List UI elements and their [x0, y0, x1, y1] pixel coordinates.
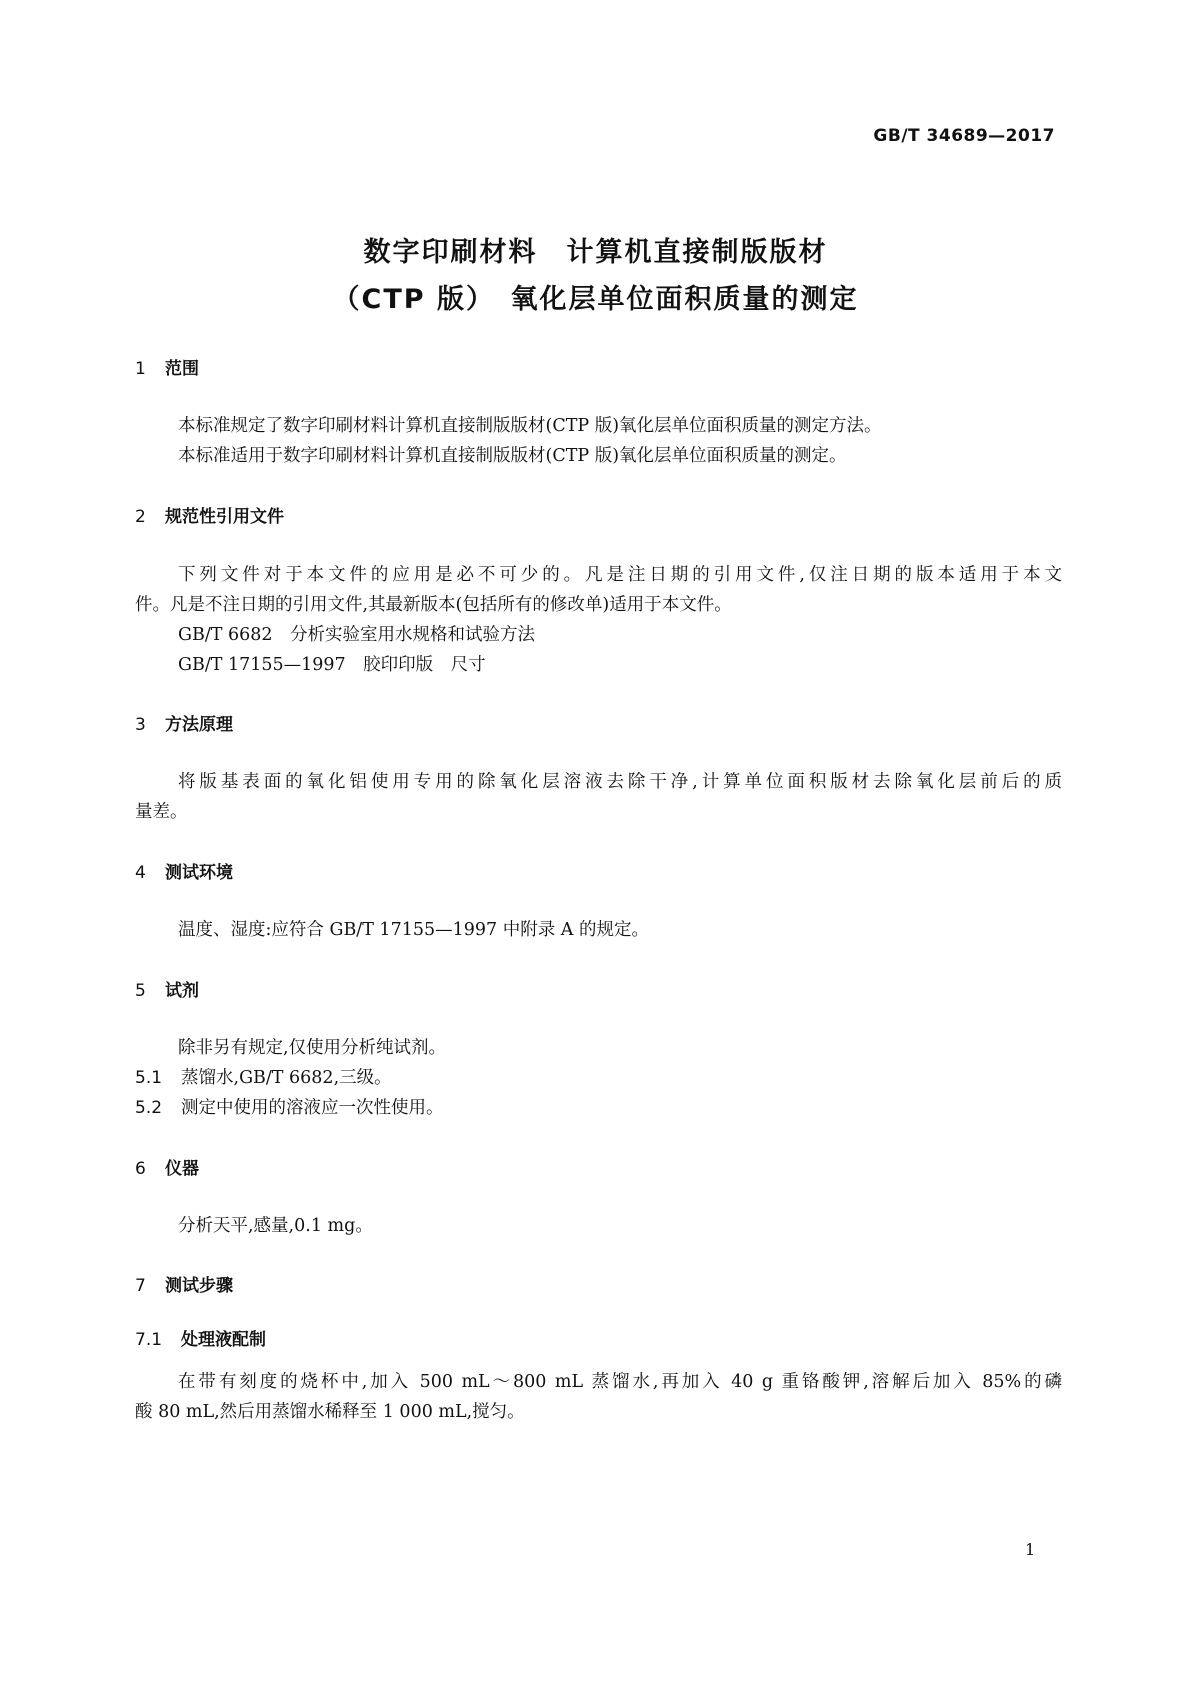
- paragraph: 除非另有规定,仅使用分析纯试剂。: [178, 1038, 447, 1058]
- standard-code: GB/T 34689—2017: [873, 126, 1055, 146]
- section-number: 7: [135, 1276, 146, 1296]
- section-number: 2: [135, 507, 146, 527]
- paragraph: 本标准规定了数字印刷材料计算机直接制版版材(CTP 版)氧化层单位面积质量的测定方法。: [178, 416, 882, 436]
- item-text: 蒸馏水,GB/T 6682,三级。: [181, 1068, 392, 1088]
- section-number: 4: [135, 863, 146, 883]
- numbered-item: [135, 1064, 392, 1089]
- title-line-1: 数字印刷材料 计算机直接制版版材: [363, 237, 828, 268]
- section-1-heading: [135, 354, 199, 379]
- subsection-title: 处理液配制: [181, 1330, 266, 1350]
- paragraph: 温度、湿度:应符合 GB/T 17155—1997 中附录 A 的规定。: [178, 920, 649, 940]
- paragraph: 将版基表面的氧化铝使用专用的除氧化层溶液去除干净,计算单位面积版材去除氧化层前后的质: [178, 772, 1062, 792]
- section-number: 1: [135, 359, 146, 379]
- section-title: 试剂: [165, 981, 199, 1001]
- paragraph: 量差。: [135, 802, 188, 822]
- page-number: 1: [1025, 1540, 1036, 1559]
- paragraph: 下列文件对于本文件的应用是必不可少的。凡是注日期的引用文件,仅注日期的版本适用于本文: [178, 565, 1062, 585]
- section-title: 方法原理: [165, 715, 233, 735]
- paragraph: 本标准适用于数字印刷材料计算机直接制版版材(CTP 版)氧化层单位面积质量的测定。: [178, 446, 847, 466]
- reference-item: GB/T 17155—1997 胶印印版 尺寸: [178, 655, 486, 675]
- section-6-heading: [135, 1154, 199, 1179]
- paragraph: 件。凡是不注日期的引用文件,其最新版本(包括所有的修改单)适用于本文件。: [135, 595, 732, 615]
- section-2-heading: [135, 502, 284, 527]
- section-7-heading: [135, 1271, 233, 1296]
- section-title: 范围: [165, 359, 199, 379]
- paragraph: 分析天平,感量,0.1 mg。: [178, 1216, 373, 1236]
- title-line-2: （CTP 版） 氧化层单位面积质量的测定: [332, 284, 859, 315]
- section-title: 规范性引用文件: [165, 507, 284, 527]
- section-number: 5: [135, 981, 146, 1001]
- reference-item: GB/T 6682 分析实验室用水规格和试验方法: [178, 625, 536, 645]
- section-number: 3: [135, 715, 146, 735]
- section-4-heading: [135, 858, 233, 883]
- item-number: 5.1: [135, 1068, 163, 1088]
- section-number: 6: [135, 1159, 146, 1179]
- section-5-heading: [135, 976, 199, 1001]
- item-text: 测定中使用的溶液应一次性使用。: [181, 1098, 444, 1118]
- numbered-item: [135, 1094, 444, 1119]
- subsection-7-1-heading: [135, 1325, 266, 1350]
- section-title: 仪器: [165, 1159, 199, 1179]
- section-3-heading: [135, 710, 233, 735]
- section-title: 测试步骤: [165, 1276, 233, 1296]
- section-title: 测试环境: [165, 863, 233, 883]
- subsection-number: 7.1: [135, 1330, 163, 1350]
- item-number: 5.2: [135, 1098, 163, 1118]
- paragraph: 在带有刻度的烧杯中,加入 500 mL～800 mL 蒸馏水,再加入 40 g 重铬酸钾,溶解后加入 85%的磷: [178, 1372, 1062, 1392]
- paragraph: 酸 80 mL,然后用蒸馏水稀释至 1 000 mL,搅匀。: [135, 1402, 525, 1422]
